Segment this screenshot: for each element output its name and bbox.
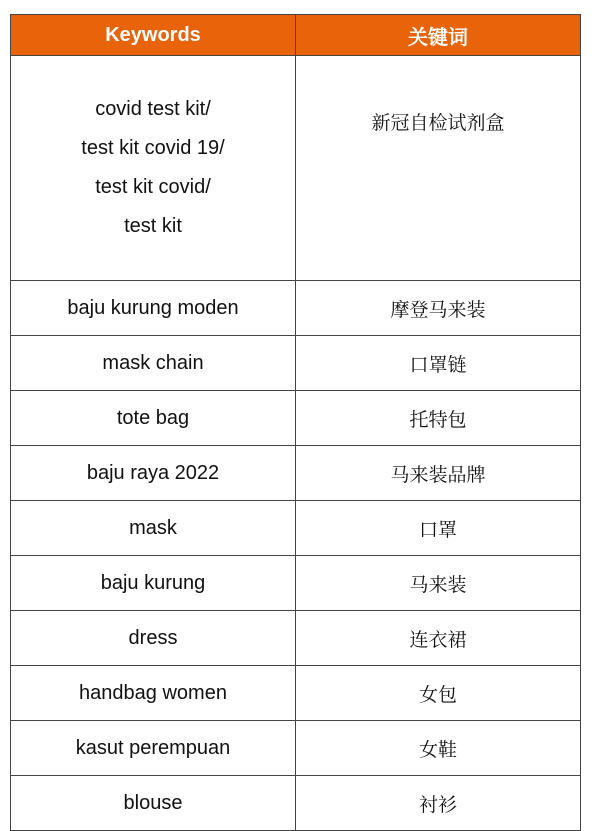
table-row [11, 501, 581, 556]
keyword-cell: baju kurung moden [11, 281, 296, 336]
keyword-cell: mask [11, 501, 296, 556]
chinese-keyword-cell: 马来装 [296, 556, 581, 611]
header-keywords: Keywords [11, 15, 296, 56]
keyword-cell: handbag women [11, 666, 296, 721]
keyword-cell: tote bag [11, 391, 296, 446]
table-row [11, 336, 581, 391]
keyword-cell: dress [11, 611, 296, 666]
table-header-row [11, 15, 581, 56]
chinese-keyword-cell: 女包 [296, 666, 581, 721]
chinese-keyword-cell: 托特包 [296, 391, 581, 446]
header-chinese-keywords: 关键词 [296, 15, 581, 56]
keyword-line: test kit covid 19/ [81, 137, 225, 159]
chinese-keyword-cell: 女鞋 [296, 721, 581, 776]
table-row [11, 776, 581, 831]
keyword-cell: kasut perempuan [11, 721, 296, 776]
table-row [11, 391, 581, 446]
table-row [11, 281, 581, 336]
keywords-table [10, 14, 581, 831]
chinese-keyword-cell: 衬衫 [296, 776, 581, 831]
chinese-keyword-cell: 摩登马来装 [296, 281, 581, 336]
table-row [11, 446, 581, 501]
chinese-keyword-cell: 口罩 [296, 501, 581, 556]
table-row [11, 721, 581, 776]
keyword-cell: baju raya 2022 [11, 446, 296, 501]
table-row [11, 666, 581, 721]
keyword-line: test kit [124, 215, 182, 237]
keyword-line: covid test kit/ [95, 98, 211, 120]
keyword-cell: mask chain [11, 336, 296, 391]
keyword-cell: blouse [11, 776, 296, 831]
table-row [11, 556, 581, 611]
table-row [11, 611, 581, 666]
chinese-keyword-cell: 连衣裙 [296, 611, 581, 666]
keyword-line: test kit covid/ [95, 176, 211, 198]
chinese-keyword-cell: 马来装品牌 [296, 446, 581, 501]
chinese-keyword-cell: 口罩链 [296, 336, 581, 391]
chinese-keyword-cell: 新冠自检试剂盒 [296, 56, 581, 281]
keyword-cell: baju kurung [11, 556, 296, 611]
keyword-cell [11, 56, 296, 281]
table-row [11, 56, 581, 281]
